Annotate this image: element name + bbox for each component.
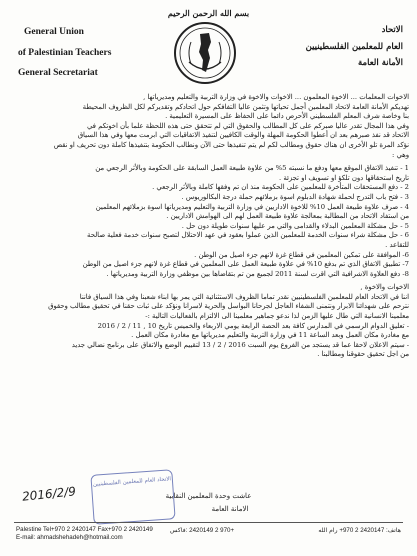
demand-item: 7- تطبيق الاتفاق الذي تم بدفع 10% في علاوة طبيعة العمل على المعلمين في قطاع غزة لانهم جزء اصيل من الوطن xyxy=(82,260,409,269)
union-logo-icon xyxy=(173,20,237,86)
signature-label: الامانة العامة xyxy=(211,505,249,513)
handwritten-date: 2016/2/9 xyxy=(21,484,77,504)
header-english-line-2: of Palestinian Teachers xyxy=(18,47,112,58)
address-2: الاخوات والاخوة , xyxy=(360,283,409,292)
header-arabic xyxy=(273,26,403,76)
demand-item: تاريخ استحقاقها دون تلكؤ او تسويف او تجزئة . xyxy=(279,173,409,182)
para2-line: اننا في الاتحاد العام للمعلمين الفلسطينيين نقدر تماما الظروف الاستثنائية التي يمر بها ابناء شعبنا وفي هذا السياق فاننا xyxy=(79,292,409,301)
demand-item: 6- الموافقة على تمكين المعلمين في قطاع غزة لانهم جزء اصيل من الوطن . xyxy=(194,250,409,259)
header-english xyxy=(18,28,148,90)
intro-line: بنا وخاصة شرف المعلم الفلسطيني الأحرص دائما على الحفاظ على المسيرة التعليمية . xyxy=(165,112,409,121)
header-arabic-line-2: العام للمعلمين الفلسطينيين xyxy=(305,41,403,52)
demand-item: 3 - فتح باب التدرج لحملة شهادة الدبلوم اسوة بزملائهم حملة درجة البكالوريوس . xyxy=(181,192,409,201)
letter-body xyxy=(8,93,409,360)
header-arabic-line-3: الأمانة العامة xyxy=(358,58,403,68)
intro-line: وهي : xyxy=(392,150,409,159)
intro-line: وفي هذا المجال تقدر عاليا صبركم على كل المطالب والحقوق التي لم تتحقق حتى هذه اللحظة علما بأن اخوتكم في xyxy=(87,121,409,130)
para2-line: من اجل تحقيق حقوقنا ومطالبنا . xyxy=(317,350,409,359)
intro-line: الاتحاد قد نفذ صبرهم بعد ان أعطوا الحكومة المهلة والوقت الكافيين لتنفيذ الاتفاقيات التي ابرمت معها وفي هذا السياق xyxy=(77,131,409,140)
demand-item: 6 - حل مشكلة شراء سنوات الخدمة للمعلمين الذين عملوا بعقود في عهد الاحتلال لتصبح سنوات خدمة فعلية صالحة xyxy=(87,231,409,240)
demand-item: 5 - حل مشكلة المعلمين البدلاء والقدامى والتي مر عليها سنوات طويلة دون حل . xyxy=(181,221,409,230)
intro-line: نؤكد المرة تلو الأخرى ان هناك حقوق ومطالب لكم لم يتم تنفيذها حتى الآن ونطالب الحكومة بتنفيذها كاملة دون تحريف او نقص xyxy=(53,140,409,149)
footer-contact-english xyxy=(16,526,153,543)
header-english-line-1: General Union xyxy=(24,27,84,37)
footer-phone: Palestine Tel+970 2 2420147 Fax+970 2 2420149 xyxy=(16,526,153,533)
demand-item: 4 - صرف علاوة طبيعة العمل 10% للاخوة الاداريين في وزارة التربية والتعليم ومديرياتها اسوة بزملائهم المعلمين xyxy=(95,202,409,211)
stamp-text: الاتحاد العام للمعلمين الفلسطينيين xyxy=(92,476,172,488)
para2-line: مع مغادرة مكان العمل وبعد الساعة 11 في وزارة التربية والتعليم مديرياتها مع مغادرة مكان العمل . xyxy=(131,331,409,340)
para2-line: نترحم على شهدائنا الابرار ونتمنى الشفاء العاجل لجرحانا البواسل والحرية لاسرانا ونؤكد على ثبات حقنا في تحقيق مطالب وحقوق xyxy=(48,302,409,311)
demand-item: للتقاعد . xyxy=(385,240,409,249)
footer-fax-arabic: +970 2 2420149 :فاكس xyxy=(170,527,235,534)
header-arabic-line-1: الاتحاد xyxy=(381,25,403,35)
header-english-line-3: General Secretariat xyxy=(18,68,98,78)
footer-email: E-mail: ahmadshehadeh@hotmail.com xyxy=(16,534,123,542)
basmala: بسم الله الرحمن الرحيم xyxy=(167,8,250,18)
intro-line: تهديكم الأمانة العامة لاتحاد المعلمين أجمل تحياتها وتثمن عاليا التفافكم حول اتحادكم وتقديركم لكل الظروف المحيطة xyxy=(82,102,409,111)
footer-phone-arabic: هاتف: 2420147 2 970+ رام الله xyxy=(318,527,401,534)
para2-line: - تعليق الدوام الرسمي في المدارس كافة بعد الحصة الرابعة يومي الاربعاء والخميس تاريخ 10 , 11 / 2 / 2016 xyxy=(97,321,409,330)
para2-line: معلمينا الانسانية التي طال عليها الزمن لذا ندعو جماهير معلمينا الى الالتزام بالفعاليات التالية :- xyxy=(145,312,409,321)
demand-item: من استفاد الاتحاد من المطالبة بمعالجة علاوة طبيعة العمل لهم الى الهوامش الاداريين . xyxy=(166,212,409,221)
closing-wishes: عاشت وحدة المعلمين النقابية xyxy=(165,492,252,500)
footer-divider xyxy=(14,522,403,523)
demand-item: 2 - دفع المستحقات المتأخرة للمعلمين على الحكومة منذ ان تم وفقها كاملة وبالأثر الرجعي . xyxy=(152,183,409,192)
demand-item: 1 - تنفيذ الاتفاق الموقع معها ودفع ما نسبته 5% من علاوة طبيعة العمل السابقة على الحكومة وبالأثر الرجعي من xyxy=(95,164,409,173)
greeting: الاخوات المعلمات ... الاخوة المعلمون ... الاخوات والاخوة في وزارة التربية والتعليم ومديرياتها , xyxy=(143,93,409,101)
demand-item: 8- دفع العلاوة الاشرافية التي اقرت لسنة 2011 لجميع من تم بتقاضاها بين موظفي وزارة التربية ومديرياتها . xyxy=(106,269,409,278)
para2-line: - سيتم الاعلان لاحقا عما قد يستجد من الفروع يوم السبت 2016 / 2 / 13 لتقييم الوضع والاتفاق على برنامج نضالي جديد xyxy=(71,340,409,349)
